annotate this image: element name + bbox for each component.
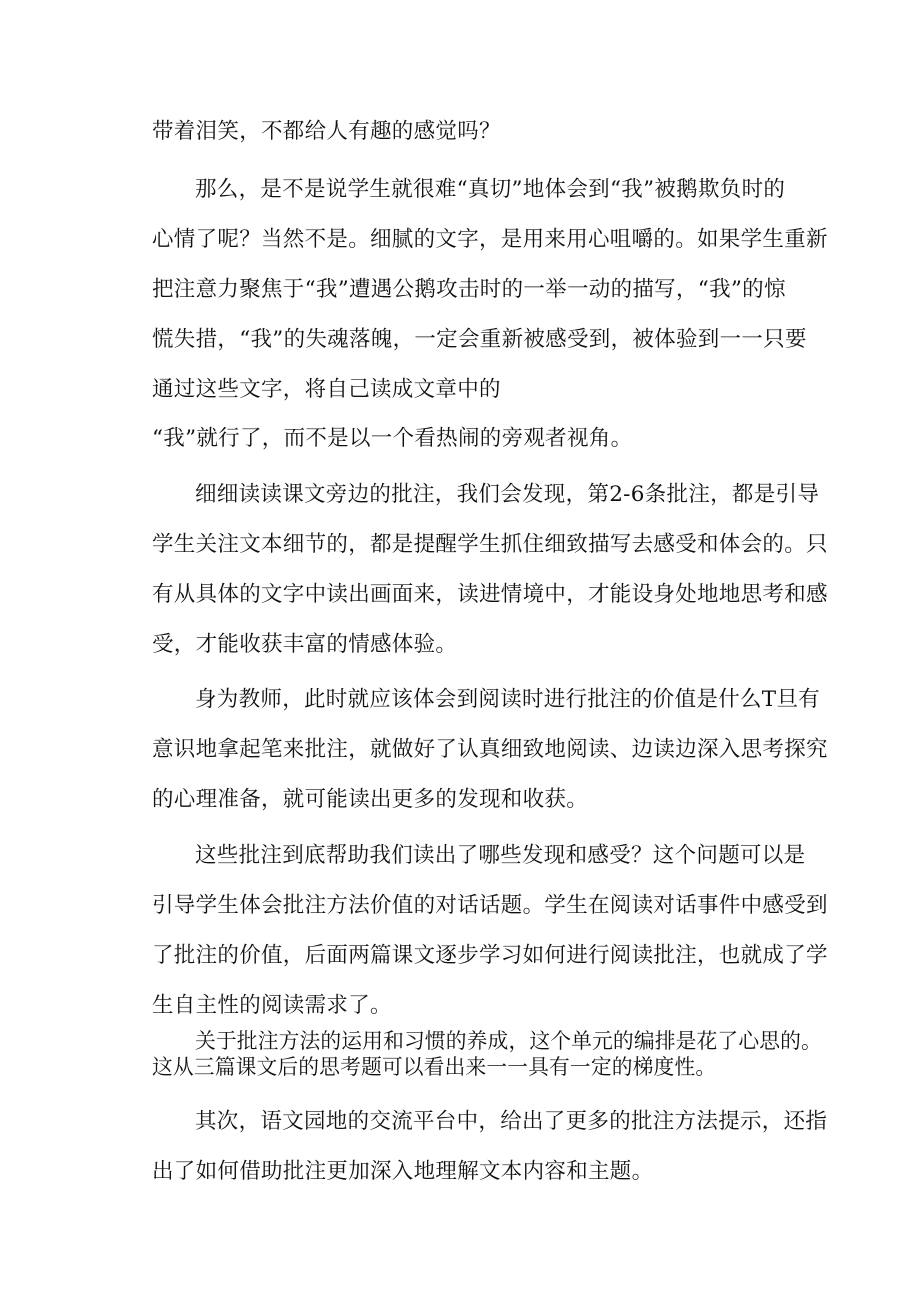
text-line: 这从三篇课文后的思考题可以看出来一一具有一定的梯度性。 <box>152 1055 717 1079</box>
text-line: 有从具体的文字中读出画面来，读进情境中，才能设身处地地思考和感 <box>152 582 828 607</box>
text-line: 生自主性的阅读需求了。 <box>152 993 392 1018</box>
text-line: 其次，语文园地的交流平台中，给出了更多的批注方法提示，还指 <box>195 1109 828 1134</box>
text-line: 带着泪笑，不都给人有趣的感觉吗？ <box>152 119 501 144</box>
text-line: 的心理准备，就可能读出更多的发现和收获。 <box>152 787 589 812</box>
text-line: 出了如何借助批注更加深入地理解文本内容和主题。 <box>152 1159 654 1184</box>
text-line: 学生关注文本细节的，都是提醒学生抓住细致描写去感受和体会的。只 <box>152 532 828 557</box>
text-line: 这些批注到底帮助我们读出了哪些发现和感受？这个问题可以是 <box>195 843 806 868</box>
text-line: 关于批注方法的运用和习惯的养成，这个单元的编排是花了心思的。 <box>195 1029 822 1053</box>
text-line: 把注意力聚焦于“我”遭遇公鹅攻击时的一举一动的描写，“我”的惊 <box>152 277 786 302</box>
text-line: 引导学生体会批注方法价值的对话话题。学生在阅读对话事件中感受到 <box>152 893 828 918</box>
text-line: 意识地拿起笔来批注，就做好了认真细致地阅读、边读边深入思考探究 <box>152 737 828 762</box>
text-line: 细细读读课文旁边的批注，我们会发现，第2-6条批注，都是引导 <box>195 482 820 507</box>
text-line: 慌失措，“我”的失魂落魄，一定会重新被感受到，被体验到一一只要 <box>152 327 807 352</box>
text-line: 受，才能收获丰富的情感体验。 <box>152 632 458 657</box>
text-line: 心情了呢？当然不是。细腻的文字，是用来用心咀嚼的。如果学生重新 <box>152 227 828 252</box>
text-line: 通过这些文字，将自己读成文章中的 <box>152 377 501 402</box>
text-line: “我”就行了，而不是以一个看热闹的旁观者视角。 <box>152 426 633 451</box>
text-line: 了批注的价值，后面两篇课文逐步学习如何进行阅读批注，也就成了学 <box>152 943 828 968</box>
text-line: 那么，是不是说学生就很难“真切”地体会到“我”被鹅欺负时的 <box>195 177 786 202</box>
text-line: 身为教师，此时就应该体会到阅读时进行批注的价值是什么T旦有 <box>195 687 821 712</box>
